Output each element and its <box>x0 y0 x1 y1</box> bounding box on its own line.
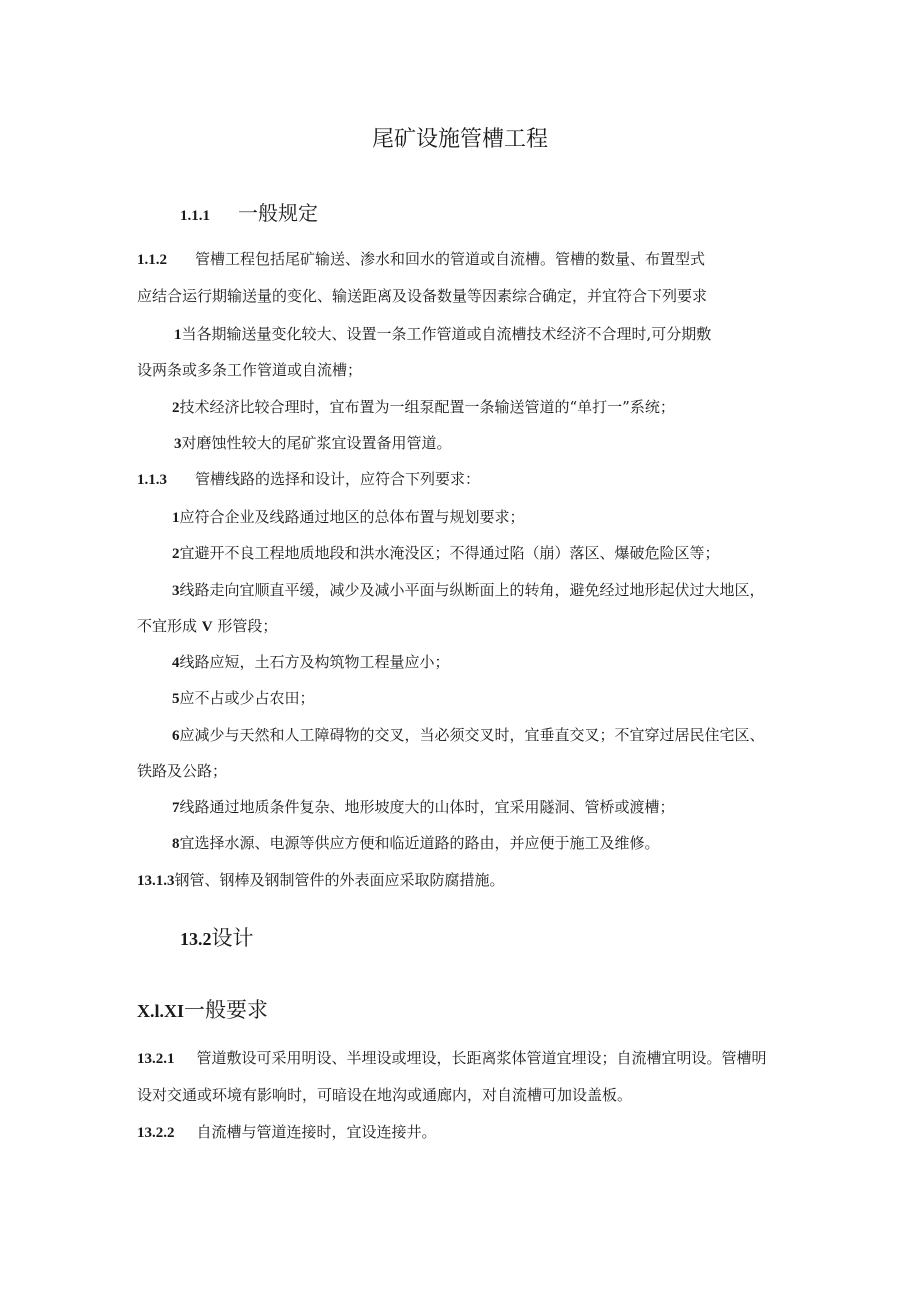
section-heading-text: 一般规定 <box>238 201 318 225</box>
clause-number: 1.1.3 <box>137 472 167 488</box>
item-text: 不宜形成 <box>137 617 202 635</box>
item-text: 线路走向宜顺直平缓，减少及减小平面与纵断面上的转角，避免经过地形起伏过大地区， <box>179 581 765 599</box>
item-number: 7 <box>172 800 180 816</box>
item-number: 3 <box>172 583 180 599</box>
clause-number: 13.1.3 <box>137 873 175 889</box>
item-number: 1 <box>174 327 182 343</box>
clause-1-1-3-item-4 <box>172 652 450 673</box>
item-text: 当各期输送量变化较大、设置一条工作管道或自流槽技术经济不合理时,可分期敷 <box>181 325 712 343</box>
item-text: 应符合企业及线路通过地区的总体布置与规划要求； <box>179 508 525 526</box>
clause-number: 13.2.2 <box>137 1125 175 1141</box>
v-letter: V <box>201 619 213 635</box>
clause-text: 钢管、钢棒及钢制管件的外表面应采取防腐措施。 <box>174 871 505 889</box>
clause-1-1-2-item-1-cont: 设两条或多条工作管道或自流槽； <box>137 361 363 379</box>
item-number: 2 <box>172 546 180 562</box>
section-number: X.l.XI <box>137 1001 185 1021</box>
item-number: 8 <box>172 836 180 852</box>
item-number: 3 <box>174 436 182 452</box>
clause-text: 自流槽与管道连接时，宜设连接井。 <box>196 1123 437 1141</box>
clause-1-1-2-item-2 <box>172 397 675 418</box>
page-title: 尾矿设施管槽工程 <box>371 127 548 152</box>
clause-text: 管道敷设可采用明设、半埋设或埋设，长距离浆体管道宜埋设；自流槽宜明设。管槽明 <box>196 1049 767 1067</box>
clause-number: 13.2.1 <box>137 1051 175 1067</box>
clause-1-1-2-item-1 <box>174 324 711 345</box>
section-heading-text: 一般要求 <box>184 998 269 1022</box>
item-text: 形管段； <box>212 617 278 635</box>
clause-text: 管槽工程包括尾矿输送、渗水和回水的管道或自流槽。管槽的数量、布置型式 <box>195 250 706 268</box>
clause-13-2-1-line2: 设对交通或环境有影响时，可暗设在地沟或通廊内，对自流槽可加设盖板。 <box>137 1086 633 1104</box>
clause-1-1-3-line1 <box>137 469 480 490</box>
section-number: 1.1.1 <box>180 208 210 224</box>
clause-1-1-3-item-5 <box>172 688 315 709</box>
clause-1-1-3-item-7 <box>172 797 675 818</box>
item-text: 技术经济比较合理时，宜布置为一组泵配置一条输送管道的“单打一”系统； <box>179 398 675 416</box>
clause-number: 1.1.2 <box>137 252 167 268</box>
clause-1-1-3-item-6 <box>172 725 765 746</box>
clause-1-1-2-line2: 应结合运行期输送量的变化、输送距离及设备数量等因素综合确定，并宜符合下列要求 <box>137 287 708 305</box>
item-text: 线路应短，土石方及构筑物工程量应小； <box>179 653 450 671</box>
clause-1-1-3-item-3-cont <box>137 616 277 637</box>
section-1-1-1-heading <box>180 200 318 229</box>
section-number: 13.2 <box>180 929 212 949</box>
clause-1-1-3-item-6-cont: 铁路及公路； <box>137 762 228 780</box>
item-number: 4 <box>172 655 180 671</box>
item-text: 宜避开不良工程地质地段和洪水淹没区；不得通过陷（崩）落区、爆破危险区等； <box>179 544 720 562</box>
clause-1-1-3-item-3 <box>172 580 765 601</box>
clause-text: 管槽线路的选择和设计，应符合下列要求： <box>195 470 481 488</box>
item-text: 线路通过地质条件复杂、地形坡度大的山体时，宜采用隧洞、管桥或渡槽； <box>179 798 675 816</box>
clause-13-2-1-line1 <box>137 1048 767 1069</box>
clause-1-1-3-item-1 <box>172 507 525 528</box>
section-heading-text: 设计 <box>211 926 254 950</box>
clause-1-1-2-line1 <box>137 249 705 270</box>
item-number: 1 <box>172 510 180 526</box>
item-text: 应不占或少占农田； <box>179 689 315 707</box>
clause-13-2-2 <box>137 1122 437 1143</box>
item-number: 6 <box>172 728 180 744</box>
item-text: 对磨蚀性较大的尾矿浆宜设置备用管道。 <box>181 434 452 452</box>
clause-1-1-3-item-2 <box>172 543 720 564</box>
clause-1-1-2-item-3 <box>174 433 452 454</box>
item-number: 5 <box>172 691 180 707</box>
clause-1-1-3-item-8 <box>172 833 660 854</box>
section-13-2-heading <box>180 925 254 952</box>
item-text: 应减少与天然和人工障碍物的交叉，当必须交叉时，宜垂直交叉；不宜穿过居民住宅区、 <box>179 726 765 744</box>
section-xlxi-heading <box>137 997 268 1024</box>
clause-13-1-3 <box>137 870 505 891</box>
item-text: 宜选择水源、电源等供应方便和临近道路的路由，并应便于施工及维修。 <box>179 834 660 852</box>
item-number: 2 <box>172 400 180 416</box>
